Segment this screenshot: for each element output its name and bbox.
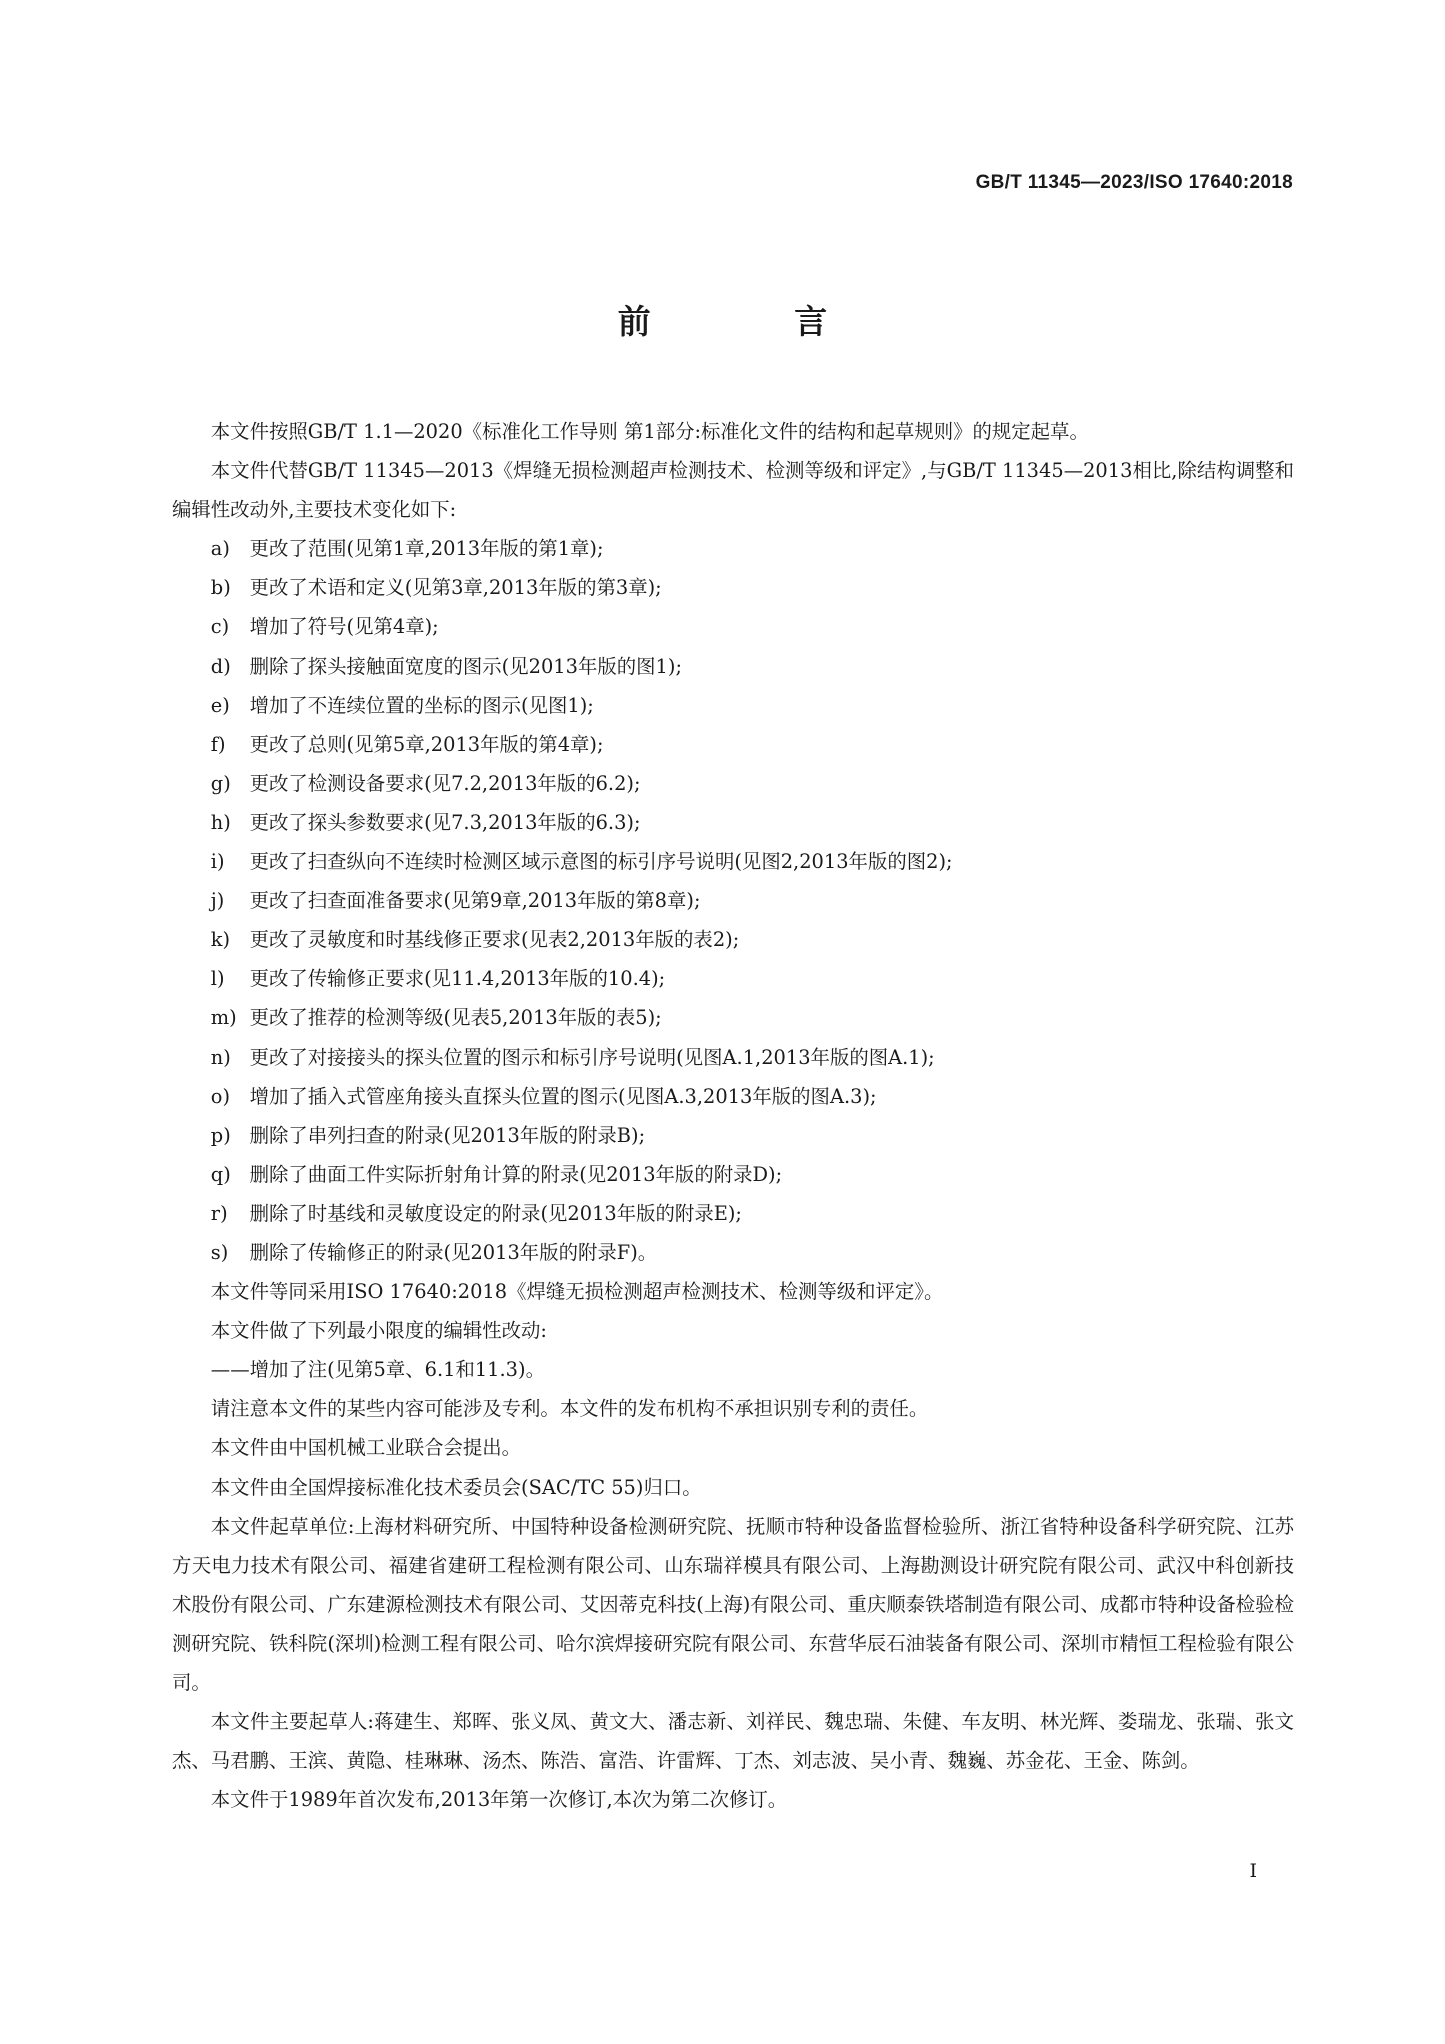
- list-item-text: 更改了灵敏度和时基线修正要求(见表2,2013年版的表2);: [249, 928, 740, 952]
- list-item-text: 更改了总则(见第5章,2013年版的第4章);: [249, 732, 604, 756]
- list-item-text: 更改了术语和定义(见第3章,2013年版的第3章);: [249, 576, 662, 600]
- list-marker: b): [210, 576, 231, 600]
- paragraph: 本文件等同采用ISO 17640:2018《焊缝无损检测超声检测技术、检测等级和评定》。: [210, 1280, 944, 1304]
- paragraph: 本文件于1989年首次发布,2013年第一次修订,本次为第二次修订。: [210, 1788, 788, 1812]
- list-item-text: 删除了时基线和灵敏度设定的附录(见2013年版的附录E);: [249, 1201, 742, 1225]
- list-item: [172, 1233, 1294, 1272]
- list-item-text: 删除了探头接触面宽度的图示(见2013年版的图1);: [249, 654, 682, 678]
- list-marker: e): [210, 693, 230, 717]
- list-item: [172, 529, 1294, 568]
- change-list: [172, 529, 1294, 1272]
- list-item-text: 更改了传输修正要求(见11.4,2013年版的10.4);: [249, 967, 666, 991]
- paragraph: ——增加了注(见第5章、6.1和11.3)。: [210, 1358, 545, 1382]
- list-item-text: 更改了范围(见第1章,2013年版的第1章);: [249, 537, 604, 561]
- page-number: I: [1249, 1860, 1257, 1882]
- list-marker: d): [210, 654, 231, 678]
- list-marker: n): [210, 1045, 231, 1069]
- list-item: [172, 607, 1294, 646]
- paragraph: 本文件由全国焊接标准化技术委员会(SAC/TC 55)归口。: [210, 1475, 702, 1499]
- list-marker: q): [210, 1162, 231, 1186]
- list-item: [172, 1155, 1294, 1194]
- list-marker: j): [210, 889, 225, 913]
- list-item-text: 更改了推荐的检测等级(见表5,2013年版的表5);: [249, 1006, 662, 1030]
- list-item-text: 删除了传输修正的附录(见2013年版的附录F)。: [249, 1240, 658, 1264]
- paragraph: 本文件代替GB/T 11345—2013《焊缝无损检测超声检测技术、检测等级和评定》,与GB/T 11345—2013相比,除结构调整和编辑性改动外,主要技术变化如下:: [172, 459, 1294, 522]
- list-item: [172, 920, 1294, 959]
- list-marker: a): [210, 537, 230, 561]
- list-item-text: 更改了探头参数要求(见7.3,2013年版的6.3);: [249, 810, 641, 834]
- list-marker: s): [210, 1240, 229, 1264]
- list-item: [172, 686, 1294, 725]
- list-marker: k): [210, 928, 231, 952]
- list-item: [172, 1116, 1294, 1155]
- list-item: [172, 1038, 1294, 1077]
- list-item-text: 更改了扫查纵向不连续时检测区域示意图的标引序号说明(见图2,2013年版的图2);: [249, 850, 953, 874]
- list-marker: l): [210, 967, 225, 991]
- paragraph: 本文件按照GB/T 1.1—2020《标准化工作导则 第1部分:标准化文件的结构和起草规则》的规定起草。: [210, 420, 1089, 443]
- paragraph: 请注意本文件的某些内容可能涉及专利。本文件的发布机构不承担识别专利的责任。: [210, 1397, 929, 1421]
- list-item: [172, 725, 1294, 764]
- list-marker: g): [210, 771, 231, 795]
- list-item-text: 更改了检测设备要求(见7.2,2013年版的6.2);: [249, 771, 641, 795]
- list-item-text: 增加了符号(见第4章);: [249, 615, 439, 639]
- list-item: [172, 764, 1294, 803]
- standard-code-header: GB/T 11345—2023/ISO 17640:2018: [975, 172, 1293, 193]
- list-item-text: 更改了对接接头的探头位置的图示和标引序号说明(见图A.1,2013年版的图A.1);: [249, 1045, 935, 1069]
- list-item: [172, 1194, 1294, 1233]
- list-item-text: 增加了插入式管座角接头直探头位置的图示(见图A.3,2013年版的图A.3);: [249, 1084, 877, 1108]
- list-marker: m): [210, 1006, 237, 1030]
- list-item-text: 增加了不连续位置的坐标的图示(见图1);: [249, 693, 594, 717]
- list-item-text: 删除了曲面工件实际折射角计算的附录(见2013年版的附录D);: [249, 1162, 783, 1186]
- list-item: [172, 881, 1294, 920]
- list-marker: f): [210, 732, 226, 756]
- list-marker: r): [210, 1201, 228, 1225]
- list-item-text: 更改了扫查面准备要求(见第9章,2013年版的第8章);: [249, 889, 701, 913]
- list-marker: i): [210, 850, 225, 874]
- list-item: [172, 1077, 1294, 1116]
- list-item: [172, 803, 1294, 842]
- list-item: [172, 959, 1294, 998]
- list-item-text: 删除了串列扫查的附录(见2013年版的附录B);: [249, 1123, 646, 1147]
- paragraph: 本文件由中国机械工业联合会提出。: [210, 1436, 522, 1460]
- list-marker: o): [210, 1084, 231, 1108]
- list-item: [172, 998, 1294, 1037]
- page-title: 前 言: [617, 302, 894, 341]
- list-marker: h): [210, 810, 231, 834]
- paragraph: 本文件做了下列最小限度的编辑性改动:: [210, 1319, 547, 1343]
- list-item: [172, 842, 1294, 881]
- list-item: [172, 647, 1294, 686]
- list-marker: c): [210, 615, 230, 639]
- paragraph: 本文件起草单位:上海材料研究所、中国特种设备检测研究院、抚顺市特种设备监督检验所、浙江省特种设备科学研究院、江苏方天电力技术有限公司、福建省建研工程检测有限公司、山东瑞祥模具有限公司、上海勘测设计研究院有限公司、武汉中科创新技术股份有限公司、广东建源检测技术有限公司、艾因蒂克科技(上海)有限公司、重庆顺泰铁塔制造有限公司、成都市特种设备检验检测研究院、铁科院(深圳)检测工程有限公司、哈尔滨焊接研究院有限公司、东营华辰石油装备有限公司、深圳市精恒工程检验有限公司。: [172, 1514, 1294, 1694]
- paragraph: 本文件主要起草人:蒋建生、郑晖、张义凤、黄文大、潘志新、刘祥民、魏忠瑞、朱健、车友明、林光辉、娄瑞龙、张瑞、张文杰、马君鹏、王滨、黄隐、桂琳琳、汤杰、陈浩、富浩、许雷辉、丁杰、刘志波、吴小青、魏巍、苏金花、王金、陈剑。: [172, 1710, 1294, 1773]
- list-marker: p): [210, 1123, 231, 1147]
- list-item: [172, 568, 1294, 607]
- document-body: [172, 412, 1294, 1819]
